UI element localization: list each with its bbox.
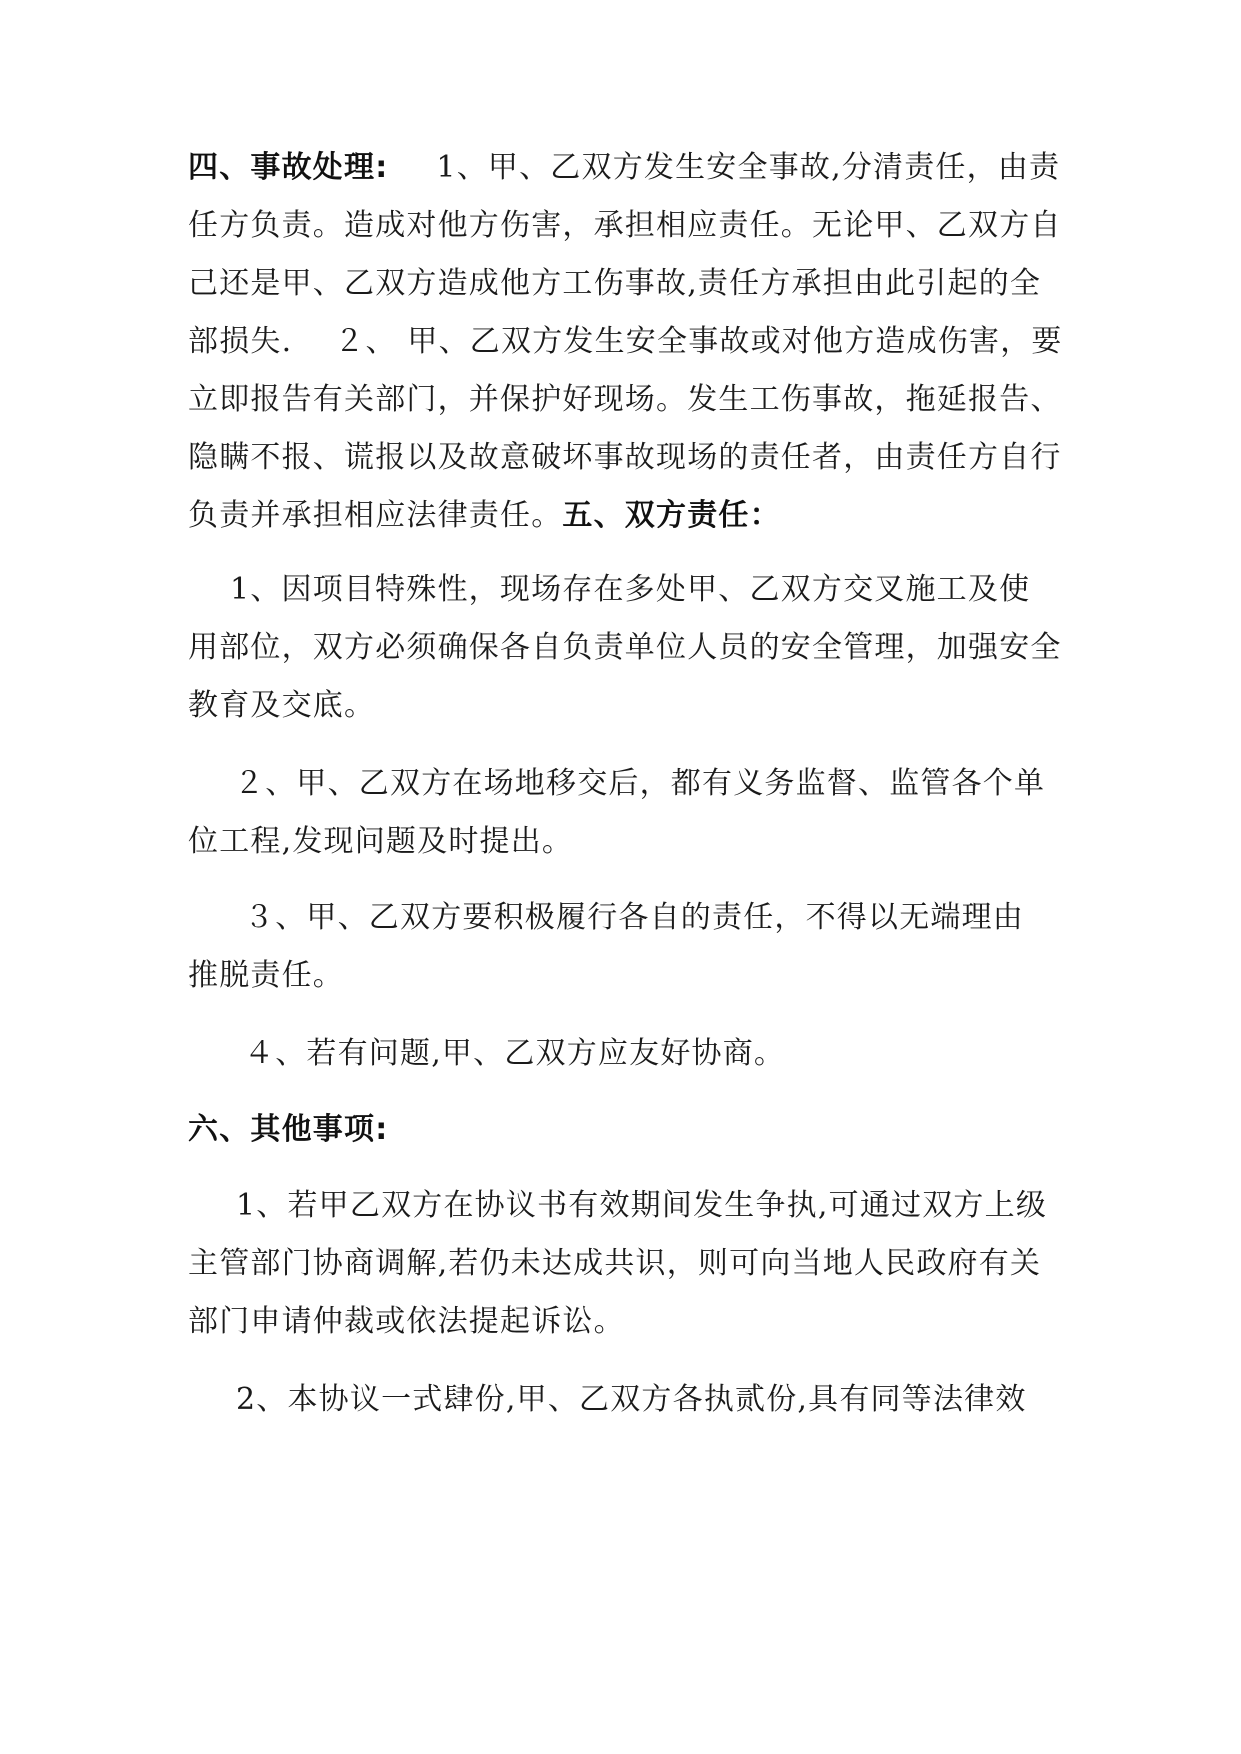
section4-line: 部损失. ２、 甲、乙双方发生安全事故或对他方造成伤害，要: [188, 324, 1063, 359]
section5-item-1-line: 1、因项目特殊性，现场存在多处甲、乙双方交叉施工及使: [230, 572, 1031, 607]
section4-line: 负责并承担相应法律责任。: [188, 498, 563, 533]
section4-line: 隐瞒不报、谎报以及故意破坏事故现场的责任者，由责任方自行: [188, 440, 1062, 475]
section6-heading-line: [188, 1110, 388, 1150]
section5-item-3-line: 推脱责任。: [188, 958, 344, 993]
section5-item-1-line: 用部位，双方必须确保各自负责单位人员的安全管理，加强安全: [188, 630, 1062, 665]
section4-paragraph-line-1: [188, 148, 1060, 188]
section6-item-2-line: 2、本协议一式肆份,甲、乙双方各执贰份,具有同等法律效: [236, 1382, 1027, 1417]
section6-heading: 六、其他事项:: [188, 1112, 389, 1147]
section4-line: 1、甲、乙双方发生安全事故,分清责任，由责: [436, 150, 1061, 185]
section5-item-3-line: ３、甲、乙双方要积极履行各自的责任，不得以无端理由: [244, 900, 1024, 935]
section4-line: 立即报告有关部门，并保护好现场。发生工伤事故，拖延报告、: [188, 382, 1062, 417]
section5-item-4-line: ４、若有问题,甲、乙双方应友好协商。: [244, 1036, 786, 1071]
section6-item-1-line: 部门申请仲裁或依法提起诉讼。: [188, 1304, 625, 1339]
section5-heading: 五、双方责任：: [562, 498, 781, 533]
section6-item-1-line: 主管部门协商调解,若仍未达成共识，则可向当地人民政府有关: [188, 1246, 1042, 1281]
section6-item-1-line: 1、若甲乙双方在协议书有效期间发生争执,可通过双方上级: [236, 1188, 1048, 1223]
section4-last-line: [188, 496, 781, 536]
section5-item-1-line: 教育及交底。: [188, 688, 376, 723]
section5-item-2-line: 位工程,发现问题及时提出。: [188, 824, 574, 859]
section4-line: 任方负责。造成对他方伤害，承担相应责任。无论甲、乙双方自: [188, 208, 1062, 243]
section5-item-2-line: ２、甲、乙双方在场地移交后，都有义务监督、监管各个单: [234, 766, 1046, 801]
section4-line: 己还是甲、乙双方造成他方工伤事故,责任方承担由此引起的全: [188, 266, 1042, 301]
section4-heading: 四、事故处理:: [188, 150, 389, 185]
